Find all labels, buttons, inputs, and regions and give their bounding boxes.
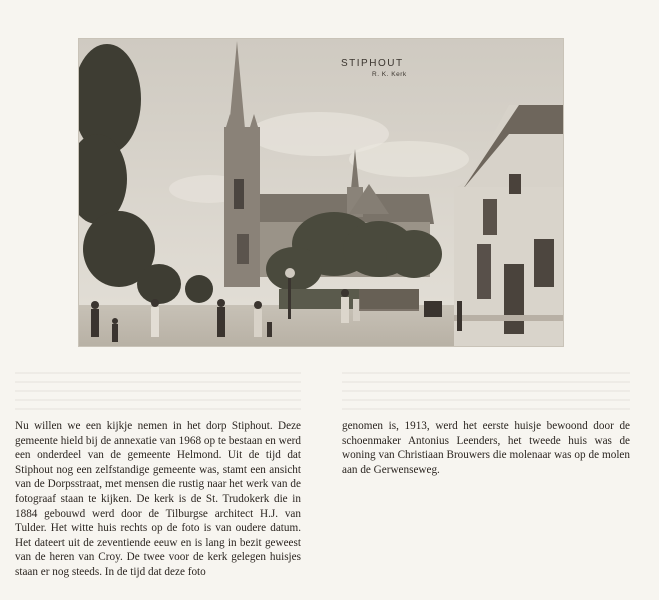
caption-subtitle: R. K. Kerk xyxy=(372,71,407,78)
photo-illustration xyxy=(79,39,563,346)
show-through-text xyxy=(15,372,301,412)
historic-photograph xyxy=(79,39,563,346)
photo-caption xyxy=(341,58,407,78)
body-text-right-column: genomen is, 1913, werd het eerste huisje bewoond door de schoenmaker Antonius Leenders, het tweede huis was de woning van Christiaan Brouwers die molenaar was op de molen aan de Gerwenseweg. xyxy=(342,420,630,476)
body-text-left-column: Nu willen we een kijkje nemen in het dorp Stiphout. Deze gemeente hield bij de annexatie van 1968 op te bestaan en werd een onderdeel van de gemeente Helmond. Uit de tijd dat Stiphout nog een zelfstandige gemeente was, stamt een ansicht van de Dorpsstraat, met mensen die rustig naar het werk van de fotograaf staan te kijken. De kerk is de St. Trudokerk die in 1884 gebouwd werd door de Tilburgse architect H.J. van Tulder. Het witte huis rechts op de foto is van oudere datum. Het dateert uit de zeventiende eeuw en is lang in bezit geweest van de heren van Croy. De twee voor de kerk gelegen huisjes staan er nog steeds. In de tijd dat deze foto xyxy=(15,420,301,578)
show-through-text xyxy=(342,372,630,412)
caption-title: STIPHOUT xyxy=(341,58,404,69)
